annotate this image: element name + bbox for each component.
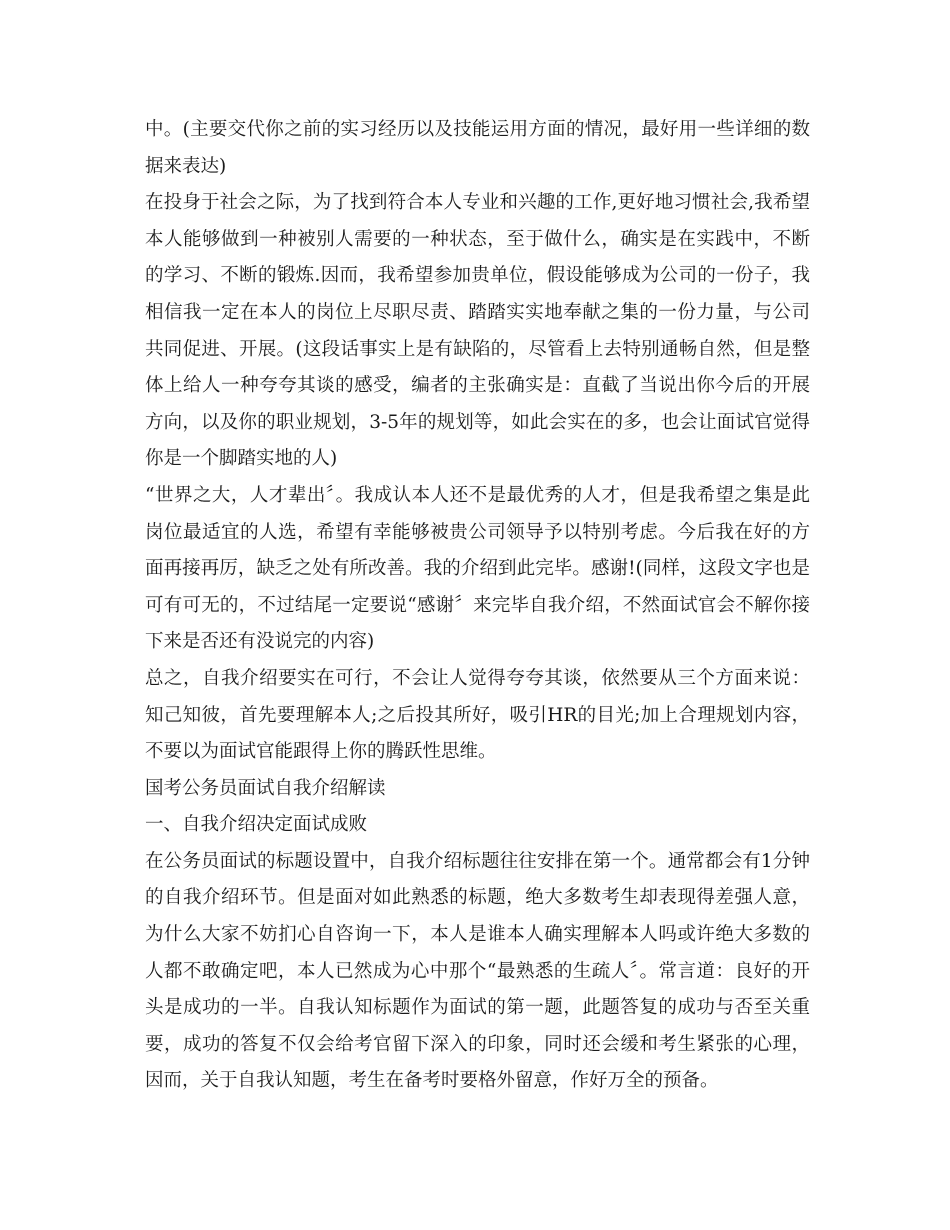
paragraph-closing-thanks: “世界之大，人才辈出〞。我成认本人还不是最优秀的人才，但是我希望之集是此岗位最适宜的人选，希望有幸能够被贵公司领导予以特别考虑。今后我在好的方面再接再厉，缺乏之处有所改善。我的介绍到此完毕。感谢!(同样，这段文字也是可有可无的，不过结尾一定要说“感谢〞来完毕自我介绍，不然面试官会不解你接下来是否还有没说完的内容) bbox=[145, 484, 810, 653]
section-title: 国考公务员面试自我介绍解读 bbox=[145, 777, 386, 799]
paragraph-self-introduction: 在公务员面试的标题设置中，自我介绍标题往往安排在第一个。通常都会有1分钟的自我介绍环节。但是面对如此熟悉的标题，绝大多数考生却表现得差强人意，为什么大家不妨扪心自咨询一下，本人是谁本人确实理解本人吗或许绝大多数的人都不敢确定吧，本人已然成为心中那个“最熟悉的生疏人〞。常言道：良好的开头是成功的一半。自我认知标题作为面试的第一题，此题答复的成功与否至关重要，成功的答复不仅会给考官留下深入的印象，同时还会缓和考生紧张的心理，因而，关于自我认知题，考生在备考时要格外留意，作好万全的预备。 bbox=[145, 850, 810, 1092]
paragraph-internship-note: 中。(主要交代你之前的实习经历以及技能运用方面的情况，最好用一些详细的数据来表达) bbox=[145, 119, 810, 177]
document-body bbox=[145, 112, 810, 1100]
paragraph-career-goal: 在投身于社会之际，为了找到符合本人专业和兴趣的工作,更好地习惯社会,我希望本人能够做到一种被别人需要的一种状态，至于做什么，确实是在实践中，不断的学习、不断的锻炼.因而，我希望参加贵单位，假设能够成为公司的一份子，我相信我一定在本人的岗位上尽职尽责、踏踏实实地奉献之集的一份力量，与公司共同促进、开展。(这段话事实上是有缺陷的，尽管看上去特别通畅自然，但是整体上给人一种夸夸其谈的感受，编者的主张确实是：直截了当说出你今后的开展方向，以及你的职业规划，3-5年的规划等，如此会实在的多，也会让面试官觉得你是一个脚踏实地的人) bbox=[145, 192, 810, 470]
paragraph-summary: 总之，自我介绍要实在可行，不会让人觉得夸夸其谈，依然要从三个方面来说：知己知彼，首先要理解本人;之后投其所好，吸引HR的目光;加上合理规划内容，不要以为面试官能跟得上你的腾跃性思维。 bbox=[145, 667, 810, 763]
section-heading: 一、自我介绍决定面试成败 bbox=[145, 814, 368, 836]
